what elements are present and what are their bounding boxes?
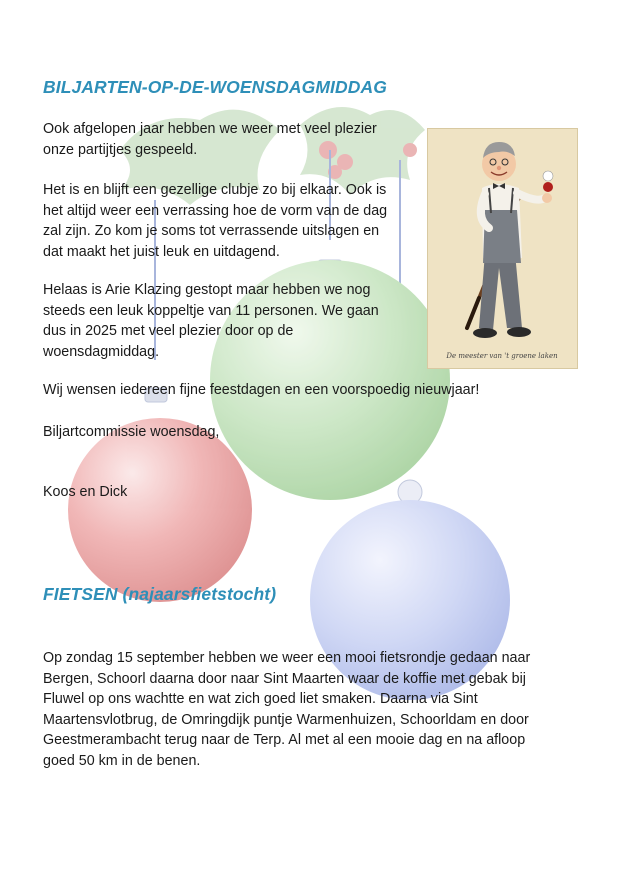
paragraph-line: het altijd weer een verrassing hoe de vorm van de dag — [43, 202, 388, 219]
billiard-player-postcard-image — [427, 128, 578, 369]
paragraph-line: Fluwel op ons wachtte en wat zich goed liet smaken. Daarna via Sint — [43, 691, 478, 707]
paragraph-line: steeds een leuk koppeltje van 11 personen. We gaan — [43, 302, 379, 319]
paragraph-line: Bergen, Schoorl daarna door naar Sint Maarten waar de koffie met gebak bij — [43, 670, 526, 687]
paragraph-line: zal zijn. Zo kom je soms tot verrassende uitslagen en — [43, 223, 380, 239]
paragraph-club — [43, 180, 387, 262]
names-line: Koos en Dick — [43, 484, 128, 500]
paragraph-line: dat maakt het juist leuk en uitdagend. — [43, 243, 280, 260]
wishes-line: Wij wensen iedereen fijne feestdagen en een voorspoedig nieuwjaar! — [43, 382, 480, 398]
paragraph-intro — [43, 119, 377, 160]
signature-line: Biljartcommissie woensdag, — [43, 424, 220, 440]
paragraph-members — [43, 280, 379, 362]
paragraph-line: goed 50 km in de benen. — [43, 752, 201, 769]
paragraph-line: dus in 2025 met veel plezier door op de — [43, 323, 294, 339]
paragraph-line: Ook afgelopen jaar hebben we weer met veel plezier — [43, 121, 377, 137]
paragraph-line: woensdagmiddag. — [43, 343, 160, 360]
paragraph-line: Het is en blijft een gezellige clubje zo bij elkaar. Ook is — [43, 182, 387, 198]
paragraph-line: Op zondag 15 september hebben we weer een mooi fietsrondje gedaan naar — [43, 650, 531, 666]
paragraph-line: onze partijtjes gespeeld. — [43, 141, 198, 158]
paragraph-line: Maartensvlotbrug, de Omringdijk puntje Warmenhuizen, Schoorldam en door — [43, 711, 529, 728]
paragraph-fietstocht — [43, 648, 530, 771]
paragraph-line: Geestmerambacht terug naar de Terp. Al met al een mooie dag en na afloop — [43, 732, 526, 748]
section-heading-fietsen: FIETSEN (najaarsfietstocht) — [43, 584, 277, 604]
postcard-caption: De meester van 't groene laken — [446, 352, 558, 360]
section-heading-biljarten: BILJARTEN-OP-DE-WOENSDAGMIDDAG — [43, 77, 387, 97]
paragraph-line: Helaas is Arie Klazing gestopt maar hebben we nog — [43, 282, 371, 298]
